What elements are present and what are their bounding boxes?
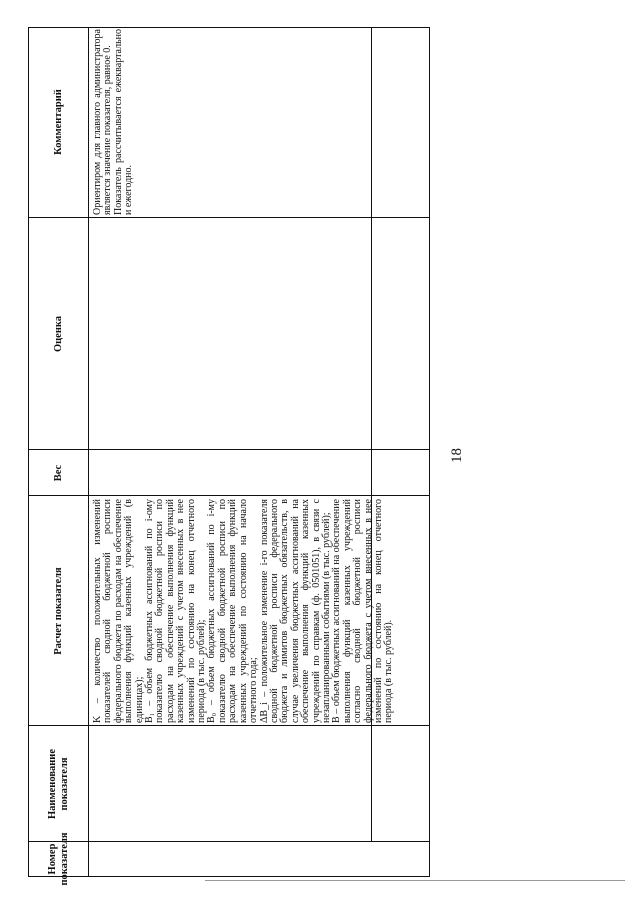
header-assessment: Оценка bbox=[53, 315, 64, 353]
rotated-table-container bbox=[28, 27, 430, 886]
comment-paragraph: Показатель рассчитывается ежеквартально и ежегодно. bbox=[112, 29, 135, 215]
calculation-paragraph: B – объем бюджетных ассигнований на обеспечение выполнения функций казенных учреждений согласно сводной бюджетной росписи федерального бюджета с учетом внесенных в нее изменений по состоянию на конец отчетного периода (в тыс. рублей). bbox=[331, 499, 395, 723]
comment-paragraph: Ориентиром для главного администратора является значение показателя, равное 0. bbox=[92, 29, 114, 215]
header-comment: Комментарий bbox=[53, 89, 64, 155]
header-number: Номер показателя bbox=[47, 832, 70, 886]
scan-edge-line bbox=[205, 880, 625, 881]
indicator-table bbox=[28, 27, 430, 886]
header-weight: Вес bbox=[53, 464, 64, 482]
column-divider bbox=[29, 841, 429, 842]
column-divider bbox=[29, 449, 429, 450]
calculation-cell bbox=[89, 496, 429, 726]
calculation-paragraph: B₀ – объем бюджетных ассигнований по i-му показателю сводной бюджетной росписи по расходам на обеспечение выполнения функций казенных учреждений по состоянию на начало отчетного года; bbox=[206, 499, 260, 723]
comment-cell bbox=[89, 26, 429, 218]
header-name: Наименование показателя bbox=[47, 749, 70, 819]
calculation-paragraph: B₁ – объем бюджетных ассигнований по i-ому показателю сводной бюджетной росписи по расходам на обеспечение выполнения функций казенных учреждений с учетом внесенных в нее изменений по состоянию на конец отчетного периода (в тыс. рублей); bbox=[144, 499, 208, 723]
header-calculation: Расчет показателя bbox=[53, 567, 64, 655]
calculation-paragraph: ΔB_i – положительное изменение i-го показателя сводной бюджетной росписи федерального бюджета и лимитов бюджетных обязательств, в случае увеличения бюджетных ассигнований на обеспечение выполнения функций казенных учреждений по справкам (ф. 0501051), в связи с незапланированными событиями (в тыс. рублей); bbox=[258, 499, 332, 723]
page-number: 18 bbox=[449, 448, 465, 463]
calculation-paragraph: K – количество положительных изменений показателей сводной бюджетной росписи федерального бюджета по расходам на обеспечение выполнения функций казенных учреждений (в единицах); bbox=[92, 499, 145, 723]
table-header-row bbox=[29, 28, 89, 886]
